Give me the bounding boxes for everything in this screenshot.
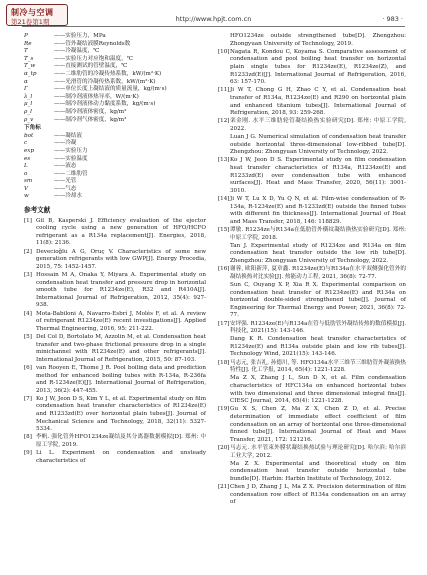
nomenclature-symbol: T_w	[24, 63, 36, 70]
right-column	[218, 33, 406, 508]
subscript-key: L	[24, 163, 28, 170]
subscript-description: ——冷却水	[54, 193, 82, 200]
reference-item	[24, 311, 206, 334]
nomenclature-list	[24, 33, 206, 124]
reference-text: Mota-Babiloni A, Navarro-Esbrí J, Molés F, et al. A review of refrigerant R1234ze(E) recent investigations[J]. Applied Thermal Engineering, 2016, 95: 211-222.	[36, 310, 206, 332]
nomenclature-symbol: T	[24, 48, 28, 55]
journal-logo-title: 制冷与空调	[11, 7, 54, 17]
reference-text: 李帆. 强化管外HFO1234ze凝结及其分离器数据模拟[D]. 郑州: 中原工学院, 2019.	[36, 434, 206, 449]
reference-item	[24, 396, 206, 434]
reference-item	[218, 445, 406, 460]
reference-item	[24, 334, 206, 364]
nomenclature-row	[24, 48, 206, 56]
reference-item	[218, 196, 406, 226]
nomenclature-description: ——实验压力对应饱和温度，℃	[54, 55, 133, 62]
nomenclature-symbol: λ_l	[24, 93, 33, 100]
reference-item	[218, 118, 406, 133]
references-title: 参考文献	[24, 206, 51, 215]
reference-number	[218, 336, 230, 359]
subscript-row	[24, 171, 206, 179]
subscript-description: ——气态	[54, 185, 77, 192]
subscript-description: ——实验压力	[54, 147, 88, 154]
reference-text: 安坪强. R1234ze(E)与R134a在管与低肋管外凝结传热的数值模拟[J]. 科技化, 2021(15): 143-146.	[230, 320, 406, 335]
reference-number: [10]	[218, 48, 230, 55]
subscript-description: ——二维肋管	[54, 170, 88, 177]
reference-number: [7]	[24, 395, 32, 402]
subscript-key: exp	[24, 147, 35, 154]
reference-number: [11]	[218, 87, 230, 94]
subscript-description: ——实验温度	[54, 155, 88, 162]
nomenclature-description: ——冷凝温度，℃	[54, 48, 100, 55]
subscript-row	[24, 156, 206, 164]
subscript-description: ——光管	[54, 178, 77, 185]
nomenclature-symbol: α_tp	[24, 70, 37, 77]
reference-text: Ji W T, Lu X D, Yu Q N, et al. Film-wise condensation of R-134a, R-1234ze(E) and R-1233zd(E) outside the finned tubes with different fin thickness[J]. International Journal of Heat and Mass Transfer, 2018, 146: 118829.	[230, 196, 406, 225]
subscript-row	[24, 193, 206, 201]
nomenclature-symbol: ρ_v	[24, 116, 34, 123]
reference-text: Tan J. Experimental study of R1234ze and R134a on film condensation heat transfer outside the low rib tube[D]. Zhengzhou: Zhongyuan University of Technology, 2022.	[230, 242, 406, 264]
nomenclature-symbol: P	[24, 33, 28, 39]
reference-text: Sun C, Ouyang X P, Xia R X. Experimental comparison on condensation heat transfer of R1234ze(E) and R134a on horizontal double-sided strengthened tube[J]. Journal of Engineering for Thermal Energy and Power, 2021, 36(8): 72-77.	[230, 281, 406, 319]
page-header	[0, 0, 427, 32]
nomenclature-symbol: Γ	[24, 86, 28, 93]
nomenclature-row	[24, 33, 206, 41]
subscript-row	[24, 148, 206, 156]
reference-item	[218, 282, 406, 320]
reference-text: Nagata R, Kondou C, Koyama S. Comparative assessment of condensation and pool boiling heat transfer on horizontal plain single tubes for R1234ze(E), R1234ze(Z), and R1233zd(E)[J]. International Journal of Refrigeration, 2016, 63: 157-170.	[230, 48, 406, 86]
subscript-key: bot	[24, 132, 34, 139]
reference-item	[218, 157, 406, 195]
reference-item	[218, 33, 406, 48]
reference-item	[218, 87, 406, 117]
subscript-key: o	[24, 170, 28, 177]
subscript-row	[24, 133, 206, 141]
nomenclature-description: ——直接测试的管壁温度，℃	[54, 63, 128, 70]
reference-text: Chen J D, Zhang J L, Ma Z X. Precision determination of film condensation row effect of R134a condensation on an array of	[230, 484, 406, 506]
journal-website[interactable]: http://www.hpjt.com.cn	[175, 15, 252, 23]
reference-number	[218, 134, 230, 157]
subscript-description: ——液态	[54, 163, 77, 170]
header-rule	[22, 26, 405, 27]
subscripts-list	[24, 133, 206, 201]
nomenclature-description: ——制冷剂液体热导率，W/(m·K)	[54, 93, 139, 100]
reference-number: [21]	[218, 484, 230, 491]
nomenclature-row	[24, 101, 206, 109]
reference-number: [12]	[218, 118, 230, 125]
reference-number: [4]	[24, 310, 32, 317]
nomenclature-description: ——实验压力，MPa	[54, 33, 106, 39]
reference-text: Ko J W, Jeon D S, Kim Y L, et al. Experimental study on film condensation heat transfer characteristics of R1234ze(E) and R1233zd(E) over horizontal plain tubes[J]. Journal of Mechanical Science and Technology, 2018, 32(11): 5327-5334.	[36, 395, 206, 433]
nomenclature-description: ——制冷剂液体密度，kg/m³	[54, 108, 127, 115]
reference-number	[218, 33, 230, 48]
nomenclature-description: ——制冷剂液体动力黏度系数，kg/(m·s)	[54, 101, 156, 108]
reference-text: Devecioğlu A G, Oruç V. Characteristics of some new generation refrigerants with low GWP[J]. Energy Procedia, 2015, 75: 1452-1457.	[36, 248, 206, 270]
nomenclature-symbol: Re	[24, 40, 32, 47]
reference-item	[218, 406, 406, 444]
nomenclature-description: ——制冷剂气体密度，kg/m³	[54, 116, 127, 123]
reference-text: Del Col D, Bortolato M, Azzolin M, et al. Condensation heat transfer and two-phase frictional pressure drop in a single minichannel with R1234ze(E) and other refrigerants[J]. International Journal of Refrigeration, 2015, 50: 87-103.	[36, 333, 206, 363]
reference-number: [18]	[218, 359, 230, 366]
reference-item	[218, 461, 406, 484]
reference-number: [9]	[24, 450, 32, 457]
reference-item	[218, 243, 406, 266]
reference-text: Gil B, Kasperski J. Efficiency evaluation of the ejector cooling cycle using a new generation of HFO/HCFO refrigerant as a R134a replacement[J]. Energies, 2018, 11(8): 2136.	[36, 217, 206, 247]
reference-text: Gu X S, Chen Z, Ma Z X, Chen Z D, et al. Precise determination of immediate effect coefficient of film condensation on an array of horizontal one three-dimensional finned tube[J]. International Journal of Heat and Mass Transfer, 2021, 172: 121216.	[230, 406, 406, 443]
right-references-list	[218, 33, 406, 507]
reference-text: Ma Z X, Zhang J L, Sun D X, et al. Film condensation characteristics of HFC134a on enhanced horizontal tubes with two dimensional and three dimensional integral fins[J]. CIESC Journal, 2014, 65(4): 1221-1228.	[230, 375, 406, 405]
reference-item	[24, 365, 206, 395]
reference-text: Ma Z X. Experimental and theoretical study on film condensation heat transfer outside horizontal tube bundle[D]. Harbin: Harbin Institute of Technology, 2012.	[230, 460, 406, 482]
reference-number: [13]	[218, 157, 230, 164]
reference-text: 栾金刚. 水平三维肋轮管凝结换热实验研究[D]. 郑州: 中原工学院, 2022.	[230, 118, 406, 132]
nomenclature-description: ——光滑管的冷凝传热系数，kW/(m²·K)	[54, 78, 156, 85]
nomenclature-symbol: ρ_l	[24, 108, 32, 115]
reference-item	[218, 49, 406, 87]
reference-number: [6]	[24, 364, 32, 371]
reference-text: HFO1234ze outside strengthened tube[D]. Zhengzhou: Zhongyuan University of Technology, 2019.	[230, 33, 406, 47]
nomenclature-description: ——管外凝结液膜Reynolds数	[54, 40, 131, 47]
reference-number: [16]	[218, 266, 230, 273]
reference-item	[218, 321, 406, 336]
nomenclature-row	[24, 63, 206, 71]
reference-item	[24, 249, 206, 272]
subscript-key: es	[24, 155, 31, 162]
reference-item	[218, 484, 406, 507]
nomenclature-row	[24, 109, 206, 117]
nomenclature-symbol: μ_l	[24, 101, 33, 108]
reference-number	[218, 461, 230, 484]
nomenclature-symbol: α	[24, 78, 28, 85]
reference-number: [17]	[218, 320, 230, 327]
reference-text: 马志元. 水平管束外膜状凝结换热试验与理论研究[D]. 哈尔滨: 哈尔滨工业大学, 2012.	[230, 444, 406, 459]
journal-logo-issue: 第21卷第1期	[11, 18, 50, 26]
reference-number: [19]	[218, 406, 230, 413]
reference-number: [20]	[218, 444, 230, 451]
reference-item	[218, 336, 406, 359]
reference-text: Luan J G. Numerical simulation of condensation heat transfer outside horizontal three-dimensional low-ribbed tube[D]. Zhengzhou: Zhongyuan University of Technology, 2022.	[230, 134, 406, 156]
reference-text: 马志元, 张吉礼, 孙德川, 等. HFO134a水平三维节三维肋管外凝液换热特性[J]. 化工学报, 2014, 65(4): 1221-1228.	[230, 359, 406, 374]
subscript-key: w	[24, 193, 29, 200]
reference-text: Dang K R. Condensation heat transfer characteristics of R1234ze(E) and R134a outside plain and low rib tubes[J]. Technology Wind, 2021(15): 143-146.	[230, 336, 406, 358]
subscript-description: ——凝结液	[54, 132, 82, 139]
reference-item	[218, 375, 406, 405]
reference-number	[218, 375, 230, 405]
reference-text: Ji W T, Chong G H, Zhao C Y, et al. Condensation heat transfer of R134a, R1234ze(E) and R290 on horizontal plain and enhanced titanium tubes[J]. International Journal of Refrigeration, 2018, 93: 259-268.	[230, 87, 406, 117]
reference-text: 谭敏. R1234ze与R134a在低肋管外横纹凝结换热实验研究[D]. 郑州: 中原工学院, 2018.	[230, 227, 406, 241]
reference-item	[218, 266, 406, 281]
nomenclature-description: ——二维肋管的冷凝传热系数，kW/(m²·K)	[54, 70, 162, 77]
reference-item	[218, 360, 406, 375]
nomenclature-symbol: T_s	[24, 55, 34, 62]
subscript-key: c	[24, 140, 28, 147]
reference-item	[218, 227, 406, 242]
subscript-row	[24, 178, 206, 186]
subscript-row	[24, 186, 206, 194]
reference-number: [5]	[24, 333, 32, 340]
nomenclature-row	[24, 71, 206, 79]
nomenclature-row	[24, 117, 206, 125]
reference-item	[24, 450, 206, 465]
reference-text: Ko J W, Jeon D S. Experimental study on film condensation heat transfer characteristics of R134a, R1234ze(E) and R1233zd(E) over condensation tube with enhanced surfaces[J]. Heat and Mass Transfer, 2020, 56(11): 3001-3010.	[230, 157, 406, 194]
reference-item	[218, 134, 406, 157]
reference-number: [1]	[24, 217, 32, 224]
reference-number	[218, 243, 230, 266]
subscript-key: sm	[24, 178, 33, 185]
reference-number: [15]	[218, 227, 230, 233]
reference-text: van Rooyen E, Thome J R. Pool boiling data and prediction method for enhanced boiling tubes with R-134a, R-236fa and R-1234ze(E)[J]. International Journal of Refrigeration, 2013, 36(2): 447-455.	[36, 364, 206, 394]
nomenclature-row	[24, 41, 206, 49]
subscripts-title: 下角标	[24, 125, 41, 132]
reference-number: [14]	[218, 196, 230, 203]
reference-text: Hossain M A, Onaka Y, Miyara A. Experimental study on condensation heat transfer and pressure drop in horizontal smooth tube for R1234ze(E), R32 and R410A[J]. International Journal of Refrigeration, 2012, 35(4): 927-938.	[36, 272, 206, 309]
page-number: · 983 ·	[382, 15, 403, 23]
left-references-list	[24, 218, 206, 466]
nomenclature-row	[24, 86, 206, 94]
reference-number: [2]	[24, 248, 32, 255]
left-column	[24, 33, 206, 466]
reference-item	[24, 272, 206, 310]
reference-number	[218, 282, 230, 320]
reference-number: [3]	[24, 272, 32, 278]
reference-number: [8]	[24, 434, 32, 441]
reference-item	[24, 434, 206, 449]
reference-text: Li L. Experiment on condensation and unsteady characteristics of	[36, 450, 206, 464]
subscript-description: ——冷凝	[54, 140, 77, 147]
subscript-row	[24, 163, 206, 171]
reference-text: 谢蓉, 欧阳新萍, 夏章鑫. R1234ze(E)与R134a在水平双侧强化管外的凝结换热对比实验[J]. 热能动力工程, 2021, 36(8): 72-77.	[230, 266, 406, 280]
subscript-row	[24, 140, 206, 148]
reference-item	[24, 218, 206, 248]
subscript-key: V	[24, 185, 29, 192]
nomenclature-description: ——单位长度上凝结液的质量流量，kg/(m·s)	[54, 86, 167, 93]
